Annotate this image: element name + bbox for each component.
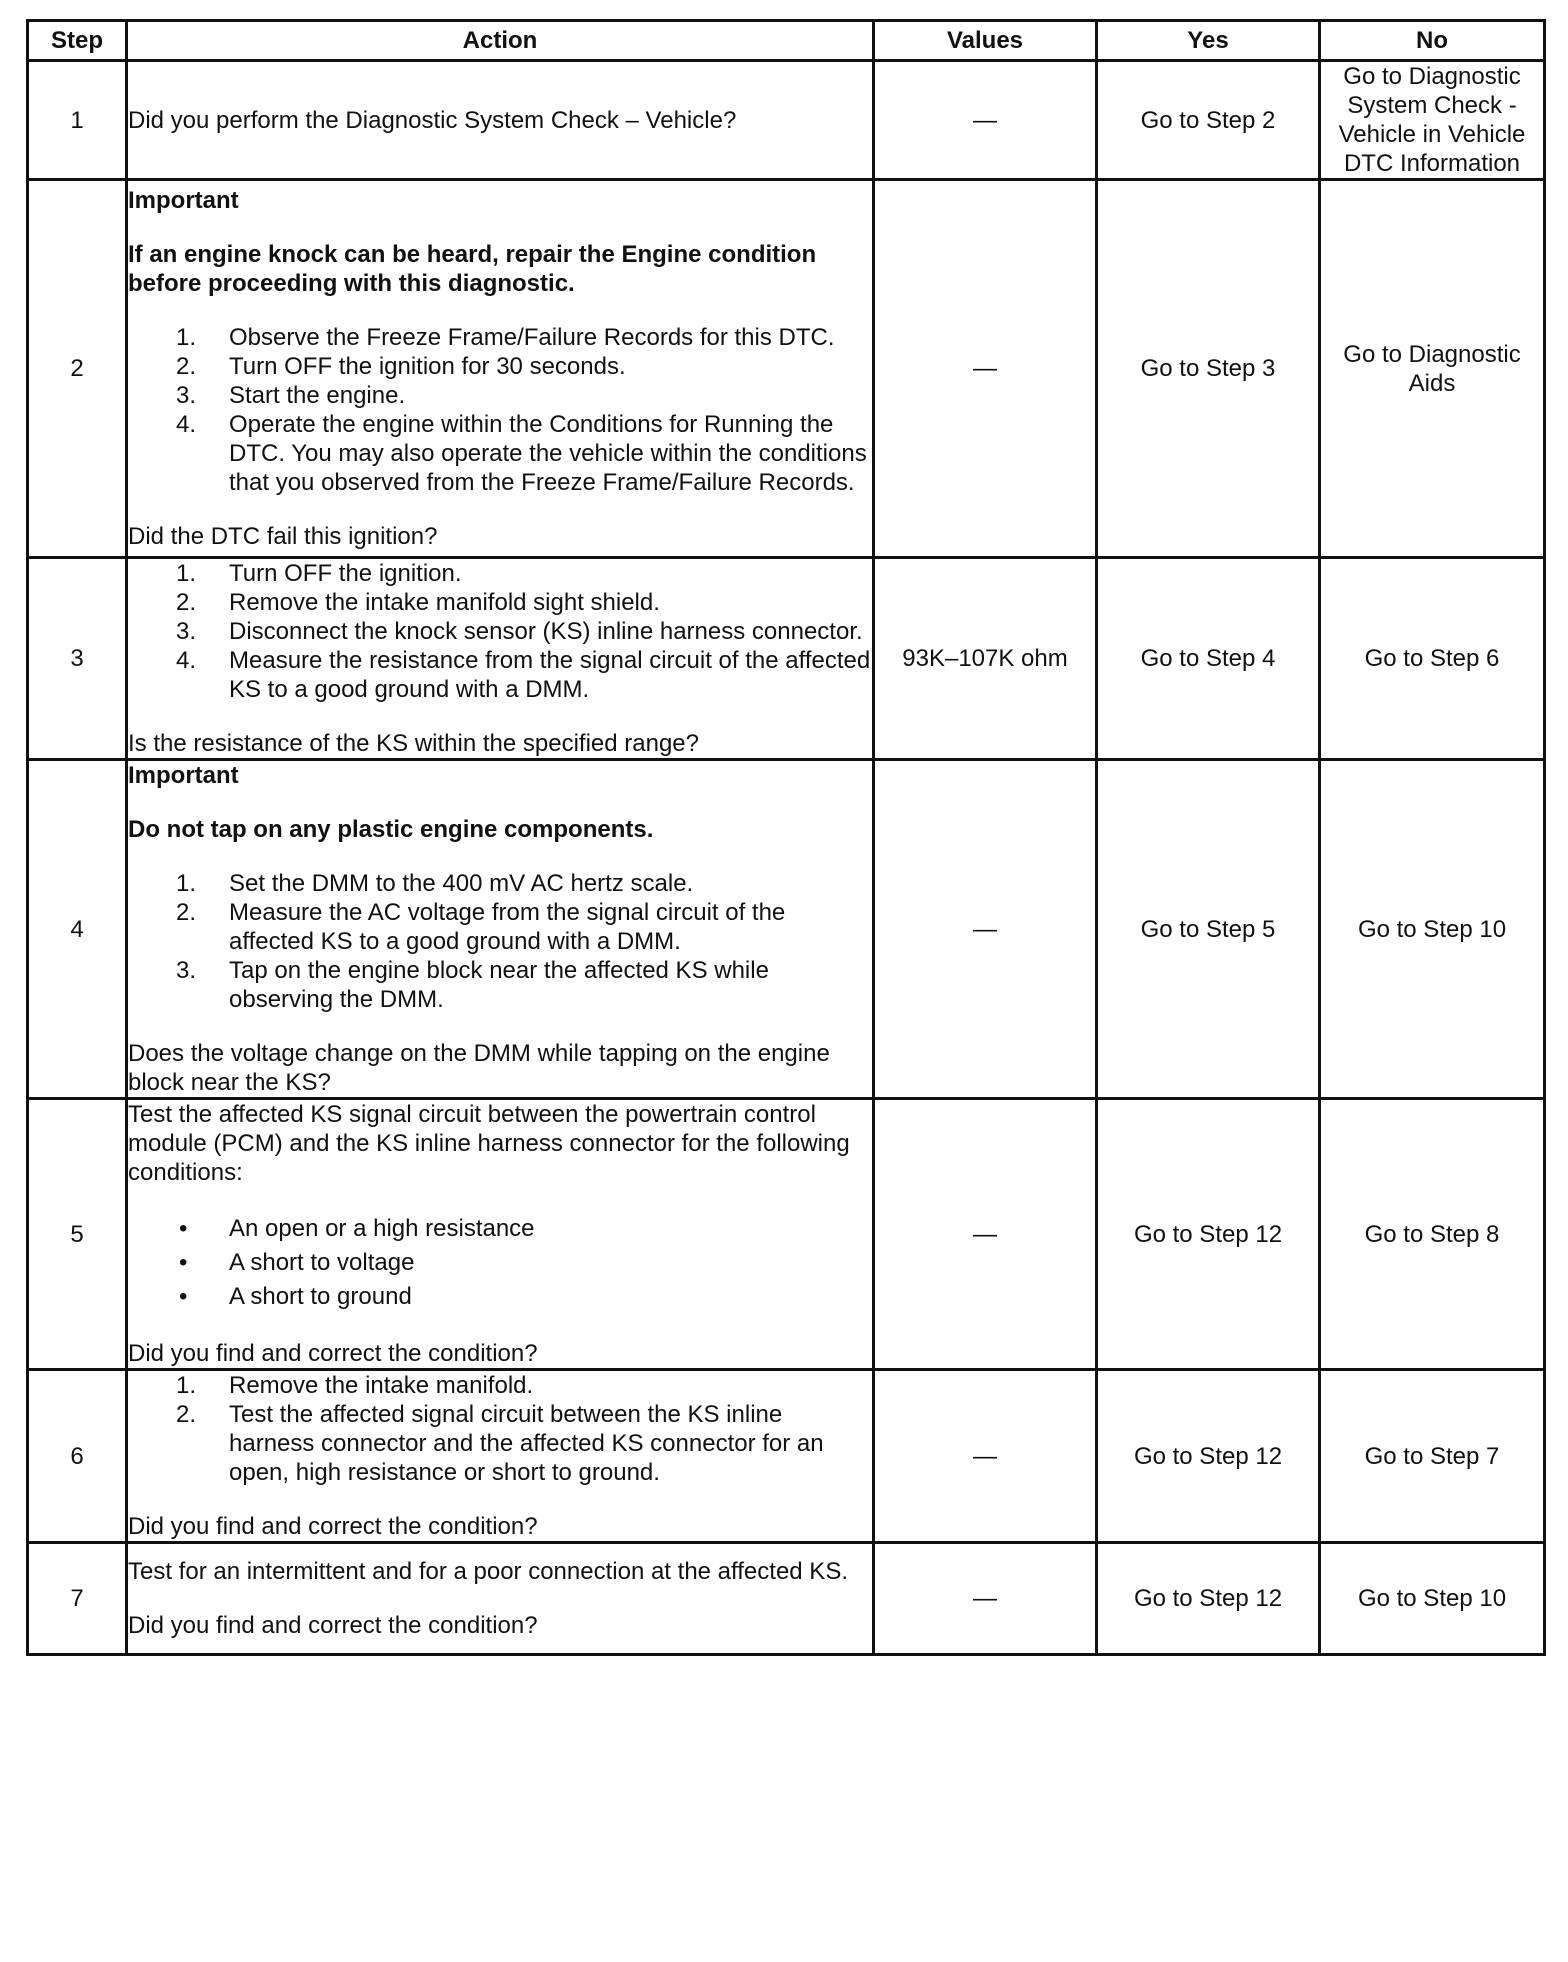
procedure-step-number: 2.: [176, 899, 197, 926]
procedure-step-number: 3.: [176, 957, 197, 984]
procedure-step-text: Remove the intake manifold.: [229, 1372, 534, 1399]
procedure-step-number: 4.: [176, 411, 197, 438]
procedure-step: [128, 323, 872, 352]
action-text: Does the voltage change on the DMM while tapping on the engine block near the KS?: [128, 1040, 830, 1096]
procedure-step-text: Operate the engine within the Conditions for Running the DTC. You may also operate the vehicle within the conditions that you observed from the Freeze Frame/Failure Records.: [229, 411, 867, 496]
procedure-step: [128, 410, 872, 497]
condition-text: A short to voltage: [229, 1249, 415, 1276]
no-cell: Go to Step 7: [1320, 1370, 1545, 1543]
bullet-icon: •: [179, 1249, 188, 1276]
table-row: [28, 760, 1545, 1099]
action-text: Did you find and correct the condition?: [128, 1612, 538, 1639]
step-number: 3: [28, 558, 127, 760]
value-cell: —: [874, 1543, 1097, 1655]
procedure-step-text: Remove the intake manifold sight shield.: [229, 589, 660, 616]
header-no: No: [1320, 21, 1545, 61]
important-note: Important: [128, 762, 239, 789]
condition-text: A short to ground: [229, 1283, 412, 1310]
procedure-step-number: 2.: [176, 353, 197, 380]
yes-cell: Go to Step 12: [1097, 1099, 1320, 1370]
action-cell: [127, 558, 874, 760]
procedure-step-text: Measure the resistance from the signal circuit of the affected KS to a good ground with a DMM.: [229, 647, 871, 703]
procedure-list: [128, 323, 872, 497]
important-note: Important: [128, 187, 239, 214]
header-action: Action: [127, 21, 874, 61]
action-cell: [127, 180, 874, 558]
action-cell: [127, 1099, 874, 1370]
step-number: 1: [28, 61, 127, 180]
procedure-step-number: 2.: [176, 1401, 197, 1428]
step-number: 4: [28, 760, 127, 1099]
condition-item: [128, 1280, 872, 1314]
procedure-step: [128, 588, 872, 617]
procedure-list: [128, 1371, 872, 1487]
condition-item: [128, 1246, 872, 1280]
procedure-step: [128, 559, 872, 588]
procedure-step-text: Tap on the engine block near the affected KS while observing the DMM.: [229, 957, 769, 1013]
procedure-step-number: 2.: [176, 589, 197, 616]
procedure-step: [128, 1371, 872, 1400]
action-text: Is the resistance of the KS within the specified range?: [128, 730, 699, 757]
header-values: Values: [874, 21, 1097, 61]
no-cell: Go to Step 10: [1320, 760, 1545, 1099]
spacer: [128, 1187, 872, 1212]
procedure-step-text: Start the engine.: [229, 382, 406, 409]
spacer: [128, 215, 872, 240]
no-cell: Go to Step 10: [1320, 1543, 1545, 1655]
step-number: 7: [28, 1543, 127, 1655]
table-row: [28, 558, 1545, 760]
yes-cell: Go to Step 5: [1097, 760, 1320, 1099]
value-cell: 93K–107K ohm: [874, 558, 1097, 760]
procedure-step-number: 4.: [176, 647, 197, 674]
value-cell: —: [874, 1099, 1097, 1370]
no-cell: Go to Diagnostic System Check - Vehicle in Vehicle DTC Information: [1320, 61, 1545, 180]
important-note: Do not tap on any plastic engine components.: [128, 816, 654, 843]
action-text: Did you find and correct the condition?: [128, 1513, 538, 1540]
procedure-step-number: 1.: [176, 1372, 197, 1399]
spacer: [128, 497, 872, 522]
yes-cell: Go to Step 12: [1097, 1370, 1320, 1543]
action-text: Did the DTC fail this ignition?: [128, 523, 438, 550]
action-cell: [127, 760, 874, 1099]
procedure-step-text: Turn OFF the ignition.: [229, 560, 462, 587]
procedure-step: [128, 869, 872, 898]
procedure-list: [128, 559, 872, 704]
procedure-step: [128, 617, 872, 646]
yes-cell: Go to Step 3: [1097, 180, 1320, 558]
procedure-step-number: 3.: [176, 382, 197, 409]
spacer: [128, 1014, 872, 1039]
table-row: [28, 61, 1545, 180]
procedure-step-text: Observe the Freeze Frame/Failure Records for this DTC.: [229, 324, 835, 351]
value-cell: —: [874, 1370, 1097, 1543]
table-row: [28, 1370, 1545, 1543]
procedure-step-text: Turn OFF the ignition for 30 seconds.: [229, 353, 626, 380]
spacer: [128, 704, 872, 729]
procedure-step-number: 1.: [176, 560, 197, 587]
value-cell: —: [874, 180, 1097, 558]
bullet-icon: •: [179, 1283, 188, 1310]
spacer: [128, 844, 872, 869]
action-text: Did you perform the Diagnostic System Check – Vehicle?: [128, 106, 737, 134]
action-text: Test the affected KS signal circuit between the powertrain control module (PCM) and the KS inline harness connector for the following conditions:: [128, 1101, 850, 1186]
procedure-step-number: 1.: [176, 870, 197, 897]
procedure-step: [128, 381, 872, 410]
yes-cell: Go to Step 4: [1097, 558, 1320, 760]
spacer: [128, 1586, 872, 1611]
procedure-step: [128, 1400, 872, 1487]
table-row: [28, 180, 1545, 558]
procedure-step: [128, 956, 872, 1014]
no-cell: Go to Step 6: [1320, 558, 1545, 760]
yes-cell: Go to Step 12: [1097, 1543, 1320, 1655]
action-text: Test for an intermittent and for a poor connection at the affected KS.: [128, 1558, 848, 1585]
no-cell: Go to Diagnostic Aids: [1320, 180, 1545, 558]
condition-item: [128, 1212, 872, 1246]
important-note: If an engine knock can be heard, repair the Engine condition before proceeding with this diagnostic.: [128, 241, 817, 297]
table-row: [28, 1099, 1545, 1370]
procedure-list: [128, 869, 872, 1014]
yes-cell: Go to Step 2: [1097, 61, 1320, 180]
procedure-step-number: 3.: [176, 618, 197, 645]
value-cell: —: [874, 61, 1097, 180]
action-text: Did you find and correct the condition?: [128, 1340, 538, 1367]
procedure-step: [128, 646, 872, 704]
step-number: 5: [28, 1099, 127, 1370]
spacer: [128, 790, 872, 815]
procedure-step-text: Measure the AC voltage from the signal circuit of the affected KS to a good ground with a DMM.: [229, 899, 786, 955]
spacer: [128, 298, 872, 323]
action-cell: [127, 61, 874, 180]
diagnostic-table: [26, 19, 1546, 1656]
procedure-step-text: Set the DMM to the 400 mV AC hertz scale.: [229, 870, 694, 897]
spacer: [128, 1314, 872, 1339]
table-body: [28, 61, 1545, 1655]
table-row: [28, 1543, 1545, 1655]
bullet-icon: •: [179, 1215, 188, 1242]
spacer: [128, 1487, 872, 1512]
procedure-step-text: Test the affected signal circuit between the KS inline harness connector and the affected KS connector for an open, high resistance or short to ground.: [229, 1401, 824, 1486]
condition-text: An open or a high resistance: [229, 1215, 535, 1242]
procedure-step-number: 1.: [176, 324, 197, 351]
step-number: 6: [28, 1370, 127, 1543]
action-cell: [127, 1543, 874, 1655]
procedure-step: [128, 352, 872, 381]
procedure-step: [128, 898, 872, 956]
action-cell: [127, 1370, 874, 1543]
value-cell: —: [874, 760, 1097, 1099]
step-number: 2: [28, 180, 127, 558]
header-yes: Yes: [1097, 21, 1320, 61]
condition-list: [128, 1212, 872, 1314]
header-step: Step: [28, 21, 127, 61]
no-cell: Go to Step 8: [1320, 1099, 1545, 1370]
procedure-step-text: Disconnect the knock sensor (KS) inline harness connector.: [229, 618, 863, 645]
header-row: [28, 21, 1545, 61]
